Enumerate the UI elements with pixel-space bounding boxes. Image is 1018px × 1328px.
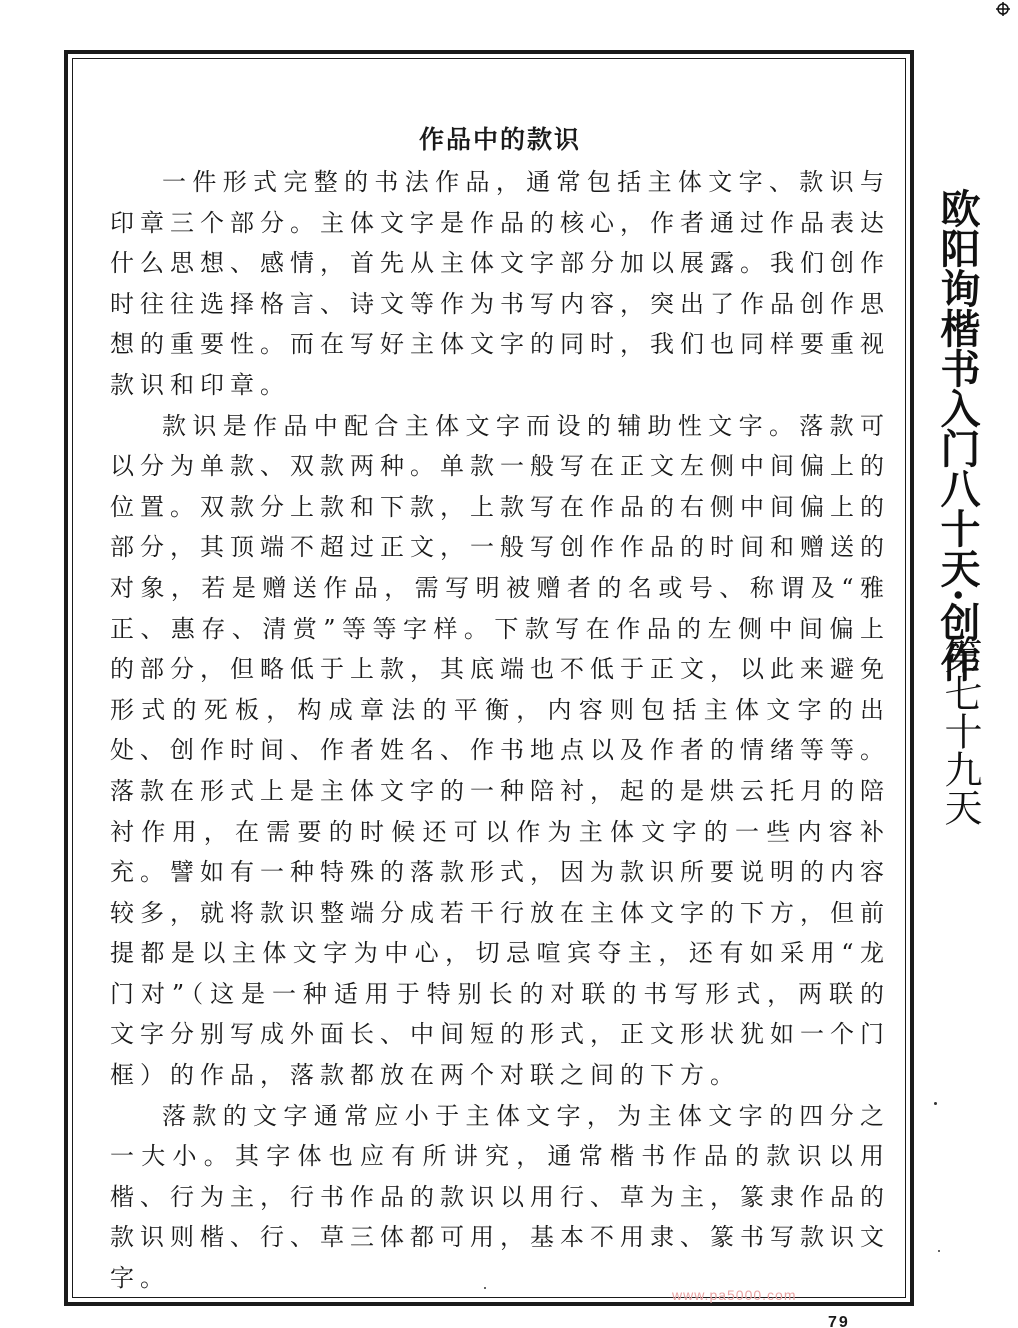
scan-speck [934, 1102, 937, 1105]
paragraph-size-style: 落款的文字通常应小于主体文字，为主体文字的四分之一大小。其字体也应有所讲究，通常楷书作品的款识以用楷、行为主，行书作品的款识以用行、草为主，篆隶作品的款识则楷、行、草三体都可用，基本不用隶、篆书写款识文字。 [110, 1101, 890, 1293]
paragraph-inscription: 款识是作品中配合主体文字而设的辅助性文字。落款可以分为单款、双款两种。单款一般写在正文左侧中间偏上的位置。双款分上款和下款，上款写在作品的右侧中间偏上的部分，其顶端不超过正文，一般写创作作品的时间和赠送的对象，若是赠送作品，需写明被赠者的名或号、称谓及“雅正、惠存、清赏”等等字样。下款写在作品的左侧中间偏上的部分，但略低于上款，其底端也不低于正文，以此来避免形式的死板，构成章法的平衡，内容则包括主体文字的出处、创作时间、作者姓名、作书地点以及作者的情绪等等。落款在形式上是主体文字的一种陪衬，起的是烘云托月的陪衬作用，在需要的时候还可以作为主体文字的一些内容补充。譬如有一种特殊的落款形式，因为款识所要说明的内容较多，就将款识整端分成若干行放在主体文字的下方，但前提都是以主体文字为中心，切忌喧宾夺主，还有如采用“龙门对”（这是一种适用于特别长的对联的书写形式，两联的文字分别写成外面长、中间短的形式，正文形状犹如一个门框）的作品，落款都放在两个对联之间的下方。 [110, 411, 890, 1090]
crop-mark-icon [996, 2, 1010, 16]
article-title: 作品中的款识 [418, 125, 581, 154]
watermark: www.pa5000.com [672, 1287, 797, 1303]
scan-speck [484, 1287, 486, 1289]
sidebar-day-label: 第七十九天 [938, 636, 982, 826]
scan-speck [938, 1250, 940, 1252]
sidebar-book-title: 欧阳询楷书入门八十天·创作 [934, 188, 981, 682]
page-number: 79 [828, 1314, 850, 1328]
paragraph-intro: 一件形式完整的书法作品，通常包括主体文字、款识与印章三个部分。主体文字是作品的核心，作者通过作品表达什么思想、感情，首先从主体文字部分加以展露。我们创作时往往选择格言、诗文等作为书写内容，突出了作品创作思想的重要性。而在写好主体文字的同时，我们也同样要重视款识和印章。 [110, 168, 890, 399]
article-body [110, 118, 890, 1299]
